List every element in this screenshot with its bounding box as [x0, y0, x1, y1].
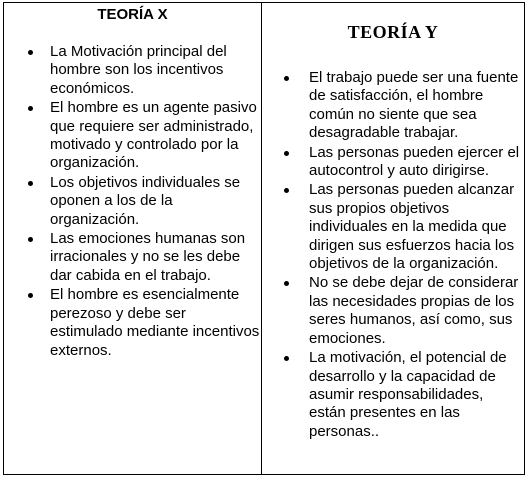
bullet-icon [28, 293, 33, 298]
list-item [284, 274, 522, 348]
list-item [284, 181, 522, 273]
list-item-text: Las personas pueden ejercer el autocontrol y auto dirigirse. [309, 143, 520, 180]
theory-x-title: TEORÍA X [97, 6, 168, 23]
list-item-text: No se debe dejar de considerar las necesidades propias de los seres humanos, así como, sus emociones. [309, 274, 519, 347]
bullet-icon [284, 76, 289, 81]
bullet-icon [28, 181, 33, 186]
list-item [28, 99, 260, 173]
bullet-icon [284, 281, 289, 286]
theory-y-column [262, 3, 524, 474]
list-item [28, 286, 260, 360]
list-item-text: El hombre es un agente pasivo que requiere ser administrado, motivado y controlado por la organización. [50, 99, 257, 172]
list-item-text: Los objetivos individuales se oponen a los de la organización. [50, 173, 241, 228]
theory-x-column [4, 3, 262, 474]
comparison-table [3, 2, 525, 475]
list-item-text: Las personas pueden alcanzar sus propios objetivos individuales en la medida que dirigen sus esfuerzos hacia los objetivos de la organización. [309, 181, 515, 273]
bullet-icon [28, 50, 33, 55]
list-item [284, 349, 522, 441]
bullet-icon [284, 356, 289, 361]
list-item-text: La Motivación principal del hombre son los incentivos económicos. [50, 43, 227, 97]
bullet-icon [28, 237, 33, 242]
list-item [284, 69, 522, 143]
list-item [28, 43, 260, 98]
theory-y-list [284, 69, 522, 441]
bullet-icon [284, 188, 289, 193]
list-item [28, 230, 260, 285]
list-item-text: La motivación, el potencial de desarrollo y la capacidad de asumir responsabilidades, están presentes en las personas.. [309, 349, 507, 440]
theory-x-list [28, 43, 260, 360]
list-item [28, 174, 260, 229]
bullet-icon [28, 106, 33, 111]
theory-y-title: TEORÍA Y [347, 22, 439, 42]
list-item-text: Las emociones humanas son irracionales y no se les debe dar cabida en el trabajo. [50, 230, 246, 284]
list-item-text: El trabajo puede ser una fuente de satisfacción, el hombre común no siente que sea desagradable trabajar. [309, 69, 519, 142]
list-item-text: El hombre es esencialmente perezoso y debe ser estimulado mediante incentivos externos. [50, 286, 260, 359]
list-item [284, 144, 522, 181]
bullet-icon [284, 151, 289, 156]
